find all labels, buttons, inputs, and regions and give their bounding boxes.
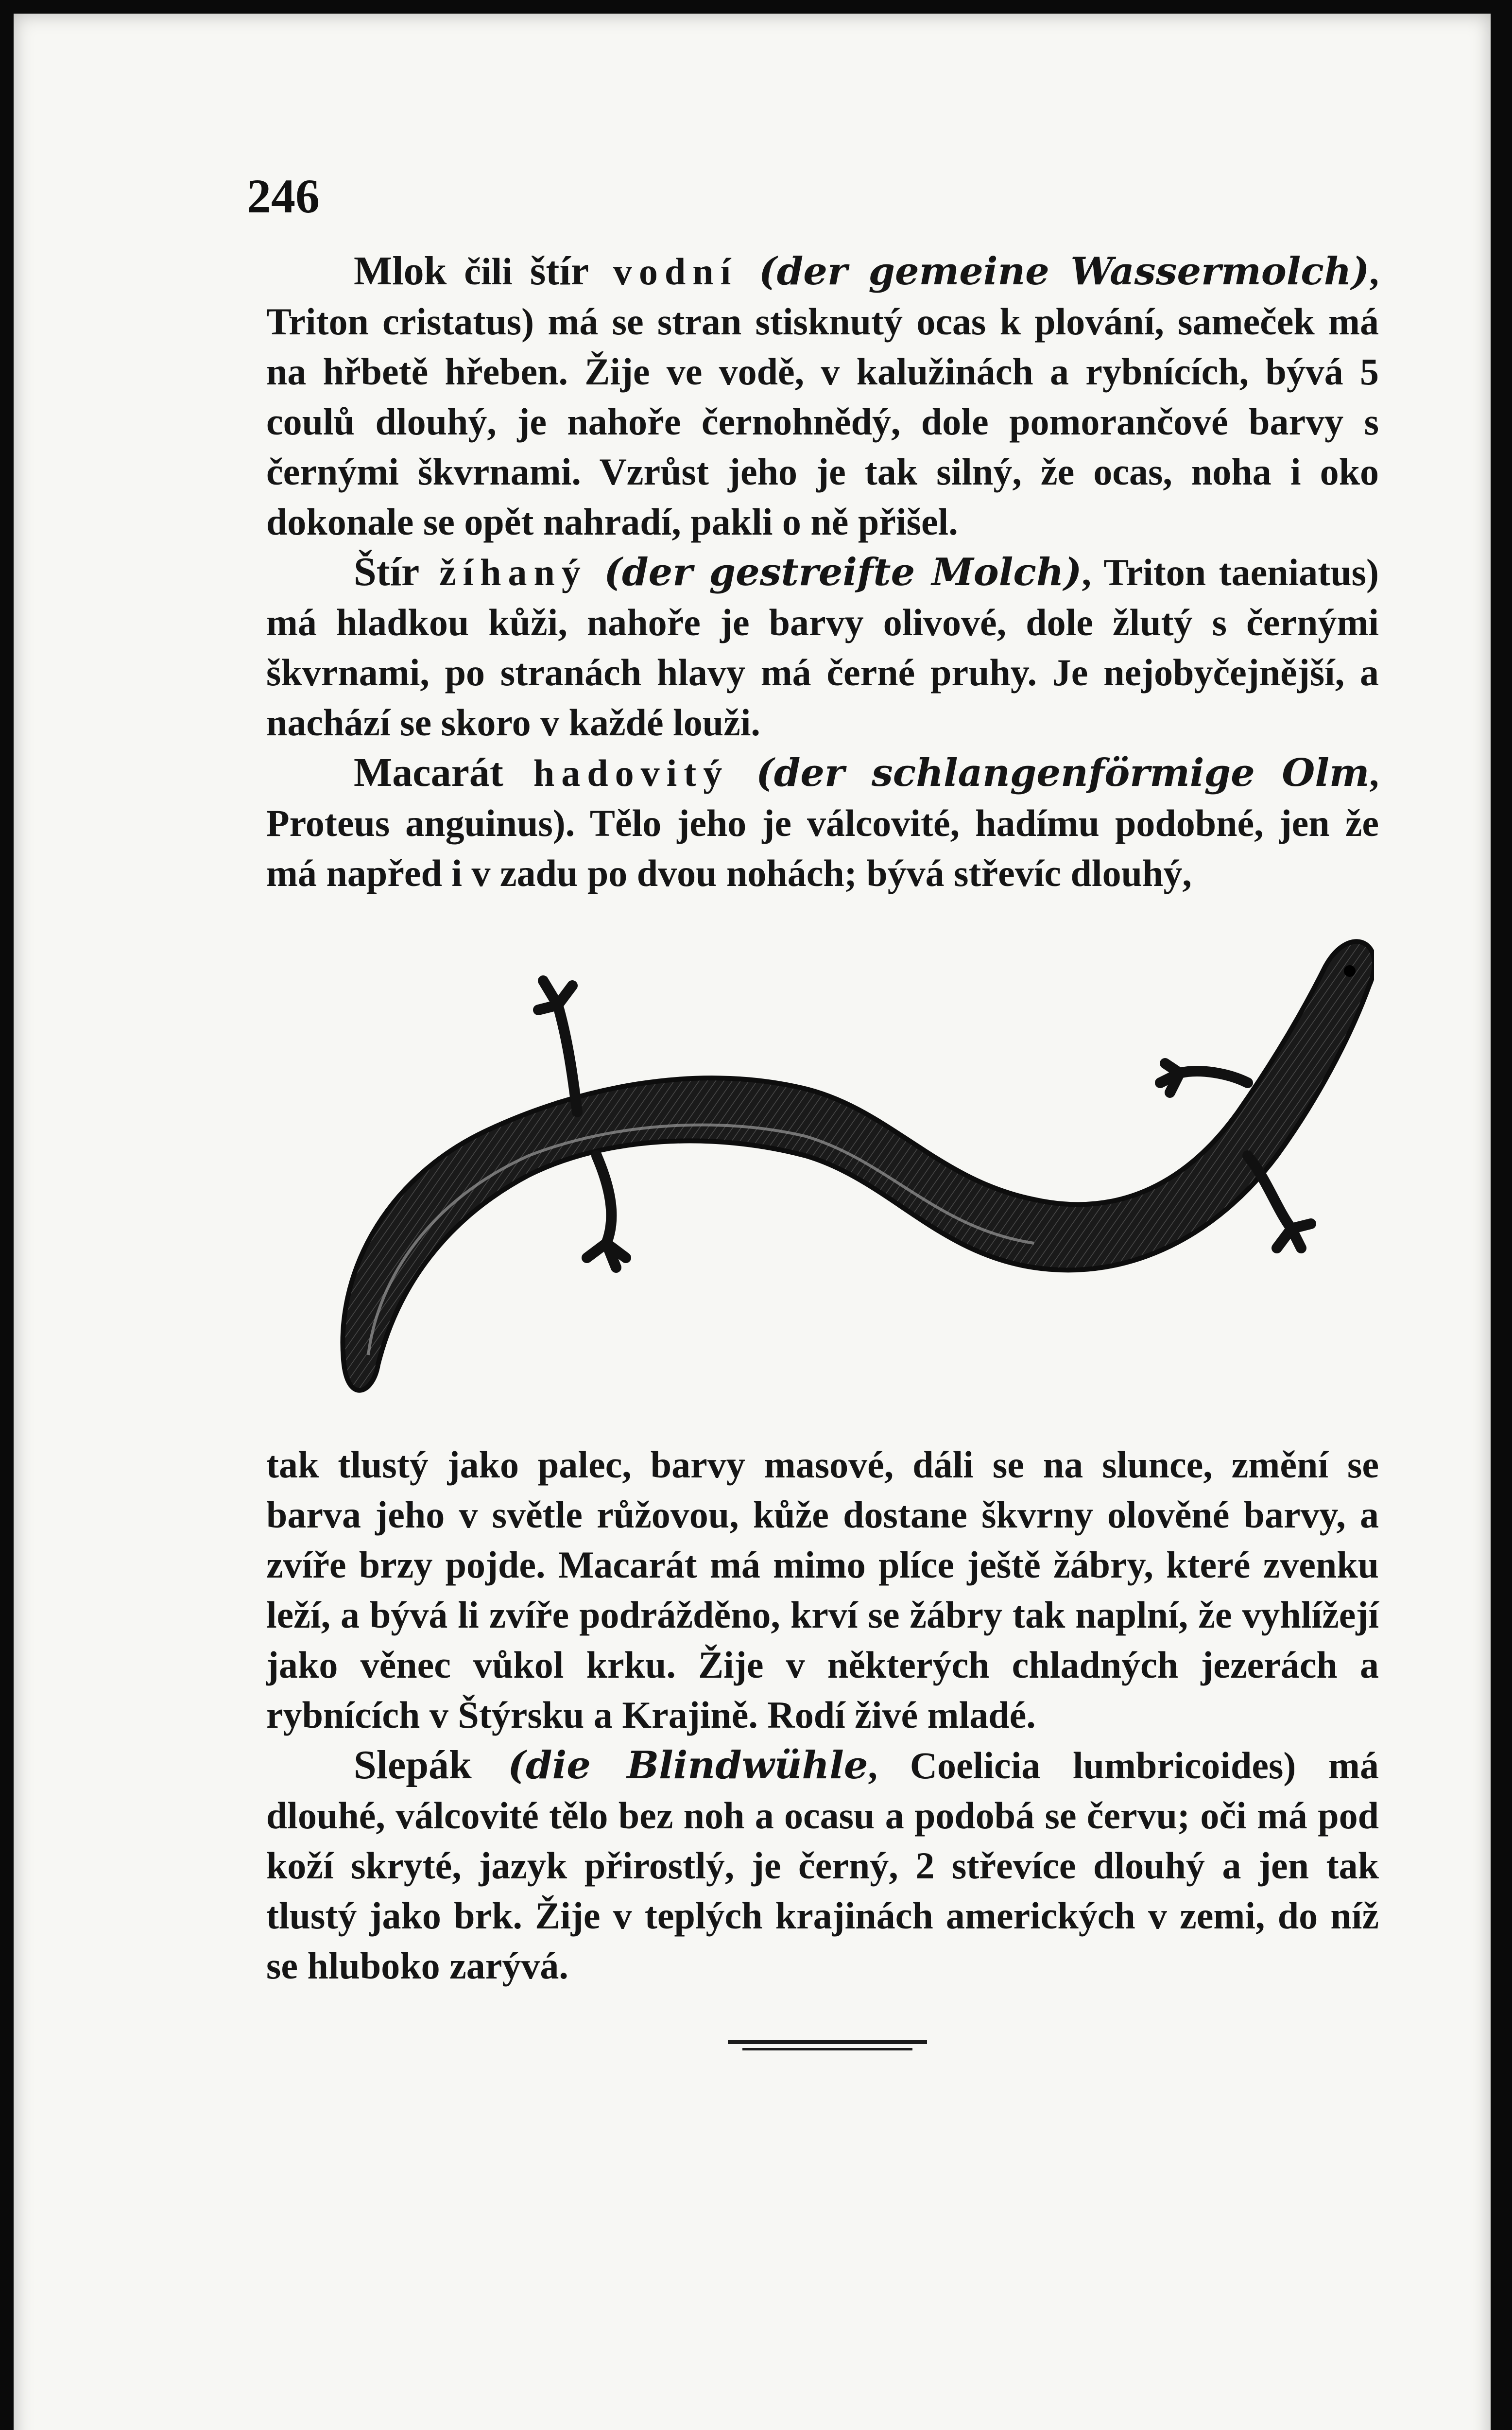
entry-body: , Coelicia lumbricoides) má dlouhé, válcovité tělo bez noh a ocasu a podobá se červu; oči má pod koží skryté, jazyk přirostlý, je černý, 2 střevíce dlouhý a jen tak tlustý jako brk. Žije v teplých krajinách amerických v zemi, do níž se hluboko zarývá. <box>266 1744 1379 1987</box>
paragraph-slepak <box>266 1740 1379 1991</box>
entry-connector: čili <box>447 250 530 293</box>
entry-body: , Triton taeniatus) má hladkou kůži, nahoře je barvy olivové, dole žlutý s černými škvrnami, po stranách hlavy má černé pruhy. Je nejobyčejnější, a nachází se skoro v každé louži. <box>266 551 1379 744</box>
entry-title: Štír <box>354 549 420 594</box>
german-name: (der gestreifte Molch) <box>587 550 1082 594</box>
entry-epithet: hadovitý <box>503 752 729 794</box>
olm-engraving <box>325 927 1374 1423</box>
entry-epithet: žíhaný <box>419 551 587 593</box>
olm-illustration <box>325 927 1374 1423</box>
entry-title: Mlok <box>354 248 447 294</box>
text-block-top <box>266 246 1379 898</box>
entry-title: Macarát <box>354 750 503 795</box>
entry-body: tak tlustý jako palec, barvy masové, dáli se na slunce, změní se barva jeho v světle růžovou, kůže dostane škvrny olověné barvy, a zvíře brzy pojde. Macarát má mimo plíce ještě žábry, které zvenku leží, a bývá li zvíře podrážděno, krví se žábry tak naplní, že vyhlížejí jako věnec vůkol krku. Žije v některých chladných jezerách a rybnících v Štýrsku a Krajině. Rodí živé mladé. <box>266 1443 1379 1736</box>
text-block-bottom <box>266 1440 1379 1991</box>
paragraph-mlok <box>266 246 1379 547</box>
entry-body: , Triton cristatus) má se stran stisknutý ocas k plování, sameček má na hřbetě hřeben. Žije ve vodě, v kalužinách a rybnících, bývá 5 coulů dlouhý, je nahoře černohnědý, dole pomorančové barvy s černými škvrnami. Vzrůst jeho je tak silný, že ocas, noha i oko dokonale se opět nahradí, pakli o ně přišel. <box>266 250 1379 543</box>
end-rule-thin <box>742 2048 912 2050</box>
paragraph-macarat <box>266 747 1379 898</box>
entry-body: , Proteus anguinus). Tělo jeho je válcovité, hadímu podobné, jen že má napřed i v zadu po dvou nohách; bývá střevíc dlouhý, <box>266 752 1379 894</box>
book-page <box>14 14 1491 2430</box>
end-rule <box>728 2040 927 2044</box>
entry-title: Slepák <box>354 1742 472 1788</box>
paragraph-stir-zihany <box>266 547 1379 747</box>
page-number: 246 <box>247 169 320 223</box>
entry-title-alt: štír <box>530 248 589 294</box>
entry-epithet: vodní <box>589 250 738 293</box>
paragraph-macarat-continued <box>266 1440 1379 1740</box>
german-name: (der schlangenförmige Olm <box>729 751 1370 795</box>
german-name: (die Blindwühle <box>471 1743 868 1788</box>
german-name: (der gemeine Wassermolch) <box>738 249 1370 294</box>
